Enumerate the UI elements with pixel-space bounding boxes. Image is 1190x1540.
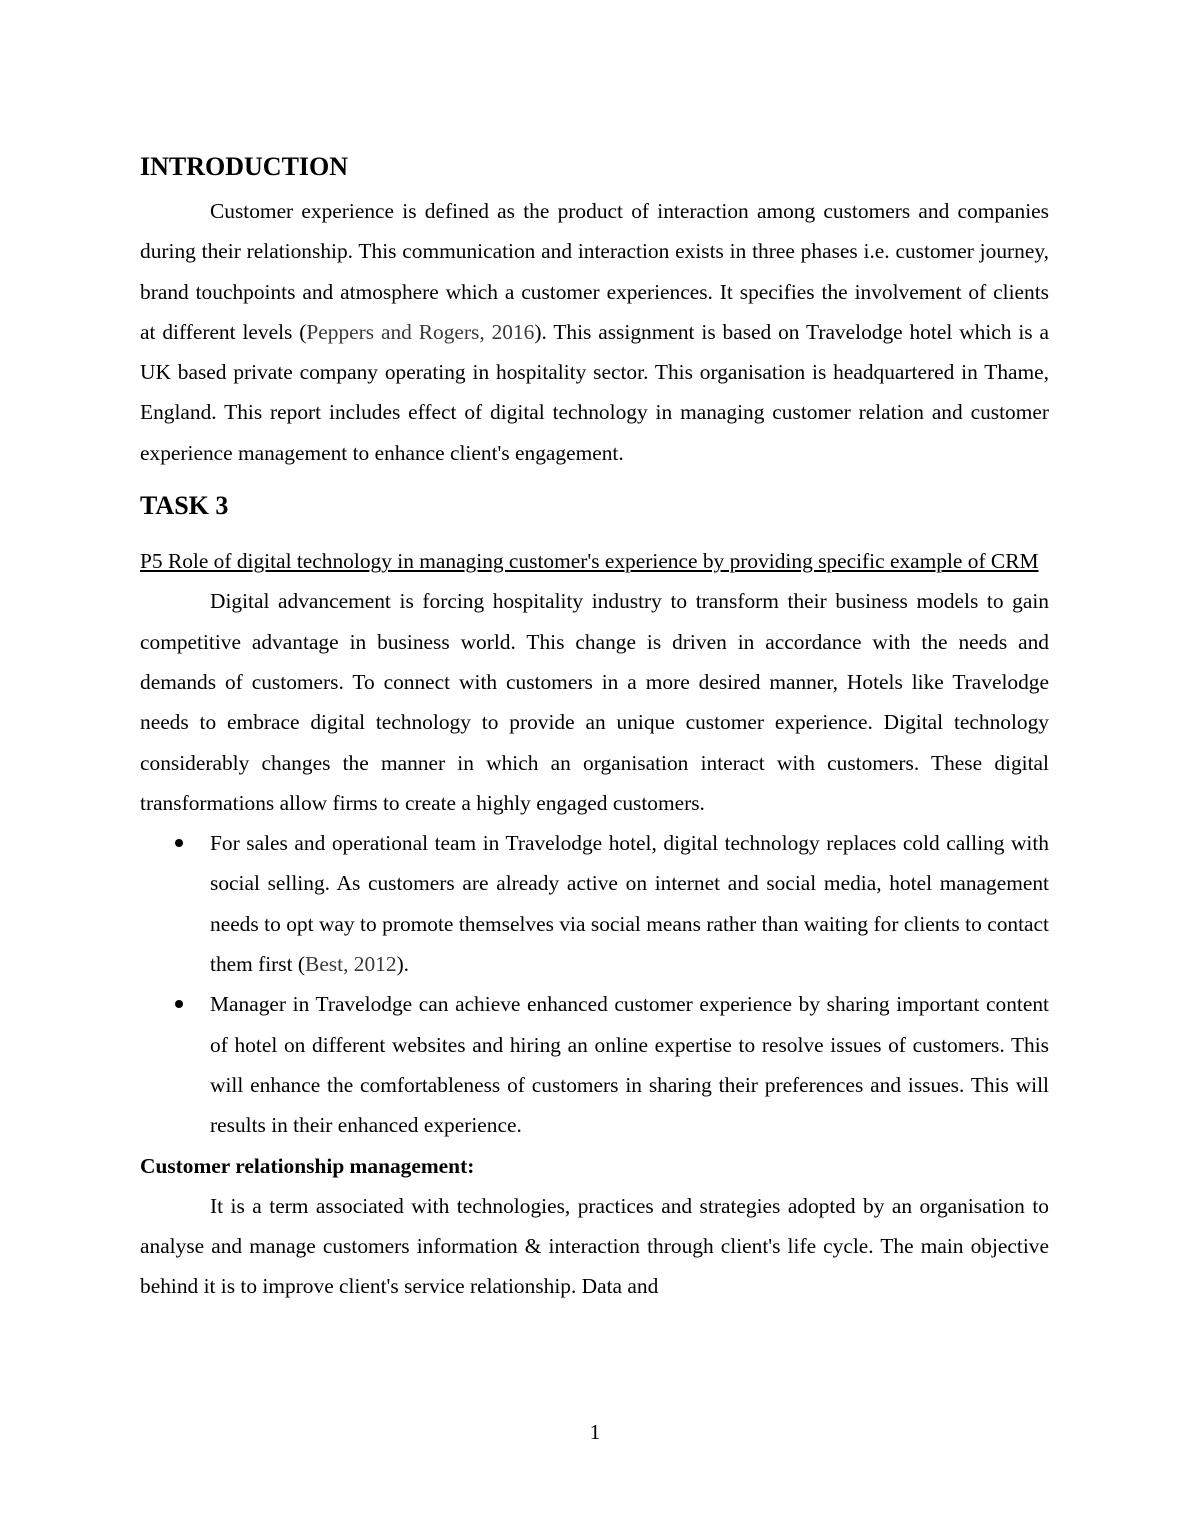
introduction-heading: INTRODUCTION xyxy=(140,152,349,181)
bullet1-text-end: ). xyxy=(396,952,410,977)
introduction-paragraph xyxy=(140,191,1049,473)
crm-label: Customer relationship management: xyxy=(140,1153,475,1178)
intro-text-start: Customer experience is defined as the product of interaction among customers and companies during their relationship. This communication and interaction exists in three phases i.e. customer journey, brand touchpoints and atmosphere which a customer experiences. It specifies the involvement of clients at different levels ( xyxy=(140,199,1049,344)
bullet-icon xyxy=(175,1000,183,1008)
digital-advancement-paragraph: Digital advancement is forcing hospitality industry to transform their business models to gain competitive advantage in business world. This change is driven in accordance with the needs and demands of customers. To connect with customers in a more desired manner, Hotels like Travelodge needs to embrace digital technology to provide an unique customer experience. Digital technology considerably changes the manner in which an organisation interact with customers. These digital transformations allow firms to create a highly engaged customers. xyxy=(140,589,1049,815)
intro-text-end: ). This assignment is based on Travelodge hotel which is a UK based private company operating in hospitality sector. This organisation is headquartered in Thame, England. This report includes effect of digital technology in managing customer relation and customer experience management to enhance client's engagement. xyxy=(140,319,1049,465)
page-number: 1 xyxy=(589,1420,601,1444)
p5-subheading: P5 Role of digital technology in managing customer's experience by providing specific example of CRM xyxy=(140,549,1039,574)
list-item xyxy=(140,823,1049,984)
bullet-list xyxy=(140,823,1049,1145)
citation-peppers-rogers: Peppers and Rogers, 2016 xyxy=(306,319,535,344)
crm-paragraph: It is a term associated with technologies, practices and strategies adopted by an organisation to analyse and manage customers information & interaction through client's life cycle. The main objective behind it is to improve client's service relationship. Data and xyxy=(140,1193,1049,1299)
task3-heading: TASK 3 xyxy=(140,491,229,521)
bullet-icon xyxy=(175,839,183,847)
bullet2-text: Manager in Travelodge can achieve enhanced customer experience by sharing important content of hotel on different websites and hiring an online expertise to resolve issues of customers. This will enhance the comfortableness of customers in sharing their preferences and issues. This will results in their enhanced experience. xyxy=(210,992,1049,1138)
bullet1-text-start: For sales and operational team in Travelodge hotel, digital technology replaces cold calling with social selling. As customers are already active on internet and social media, hotel management needs to opt way to promote themselves via social means rather than waiting for clients to contact them first ( xyxy=(210,831,1049,977)
list-item xyxy=(140,984,1049,1145)
page-content xyxy=(140,150,1049,1307)
citation-best: Best, 2012 xyxy=(305,952,397,977)
